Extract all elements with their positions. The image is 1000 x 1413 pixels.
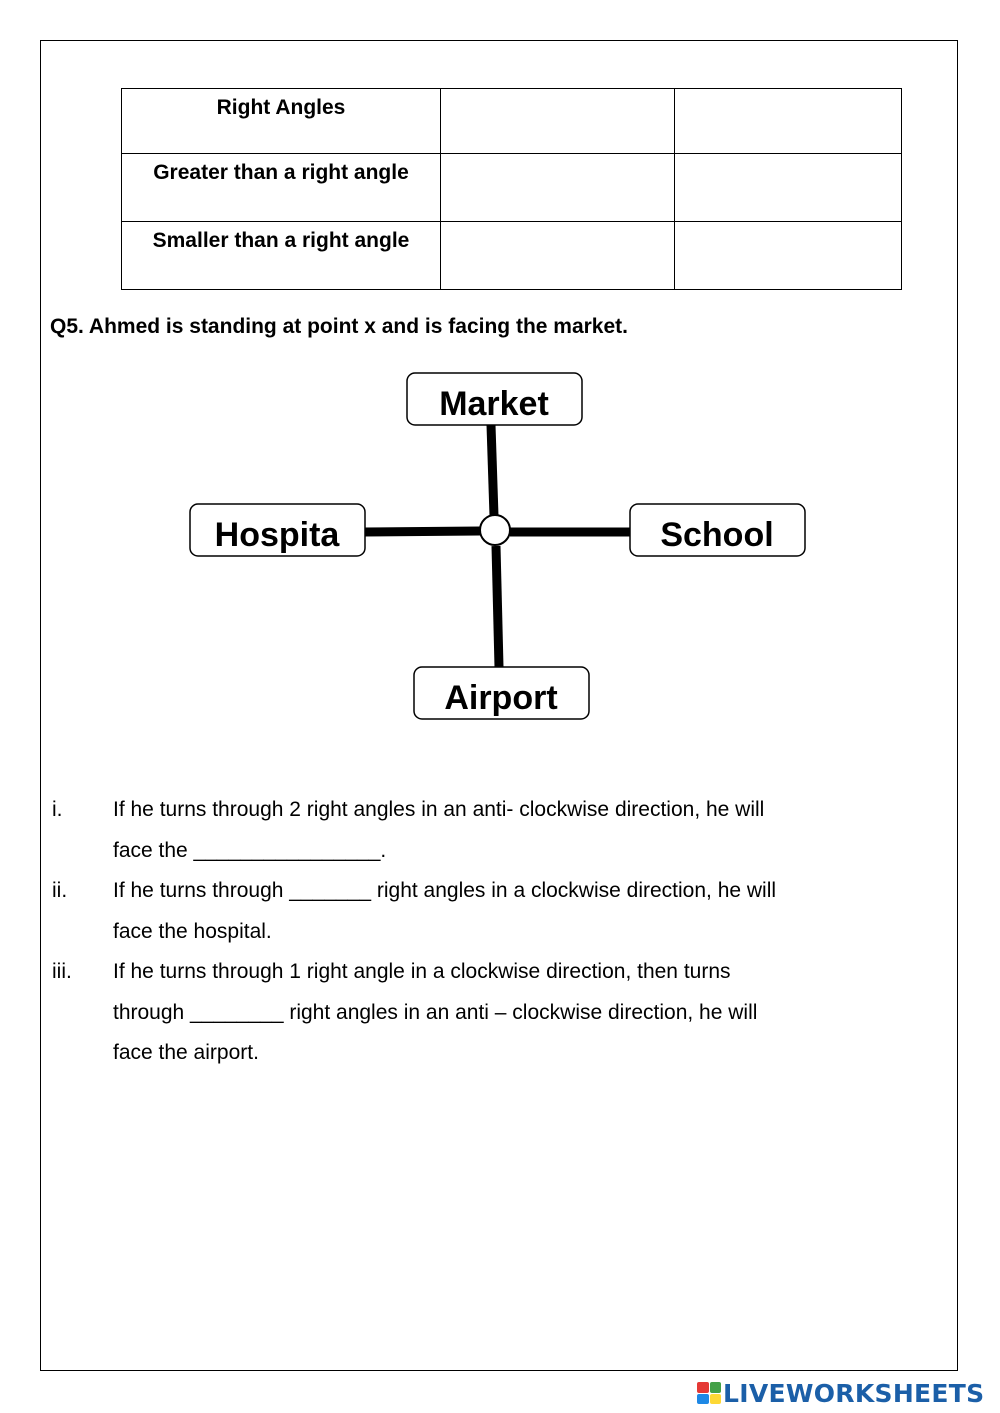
liveworksheets-logo-icon [697, 1382, 721, 1404]
question-text: If he turns through 1 right angle in a clockwise direction, then turns [113, 960, 731, 983]
question-number: i. [52, 798, 63, 821]
question-text: If he turns through _______ right angles in a clockwise direction, he will [113, 879, 777, 902]
list-item [52, 790, 882, 871]
market-label: Market [439, 385, 549, 423]
row-label-right-angles: Right Angles [122, 89, 441, 154]
point-x [480, 515, 510, 545]
question-text: face the ________________. [113, 838, 387, 862]
question-text: face the hospital. [113, 919, 272, 943]
row-label-smaller: Smaller than a right angle [122, 222, 441, 290]
line-to-market [491, 425, 494, 516]
liveworksheets-footer [697, 1378, 984, 1408]
line-to-hospital [364, 531, 480, 532]
list-item [52, 952, 882, 1074]
question-text: If he turns through 2 right angles in an anti- clockwise direction, he will [113, 798, 765, 821]
question-number: ii. [52, 879, 68, 902]
question-text: face the airport. [113, 1041, 259, 1064]
question-text: through ________ right angles in an anti – clockwise direction, he will [113, 1000, 758, 1024]
question-list [52, 790, 882, 1074]
line-to-airport [496, 546, 499, 667]
row-label-greater: Greater than a right angle [122, 154, 441, 222]
school-label: School [660, 516, 774, 554]
hospital-label: Hospita [214, 516, 340, 554]
question-number: iii. [52, 960, 72, 983]
airport-label: Airport [444, 679, 558, 717]
brand-name: LIVEWORKSHEETS [723, 1378, 985, 1408]
question-5-title: Q5. Ahmed is standing at point x and is facing the market. [50, 315, 628, 338]
list-item [52, 871, 882, 952]
